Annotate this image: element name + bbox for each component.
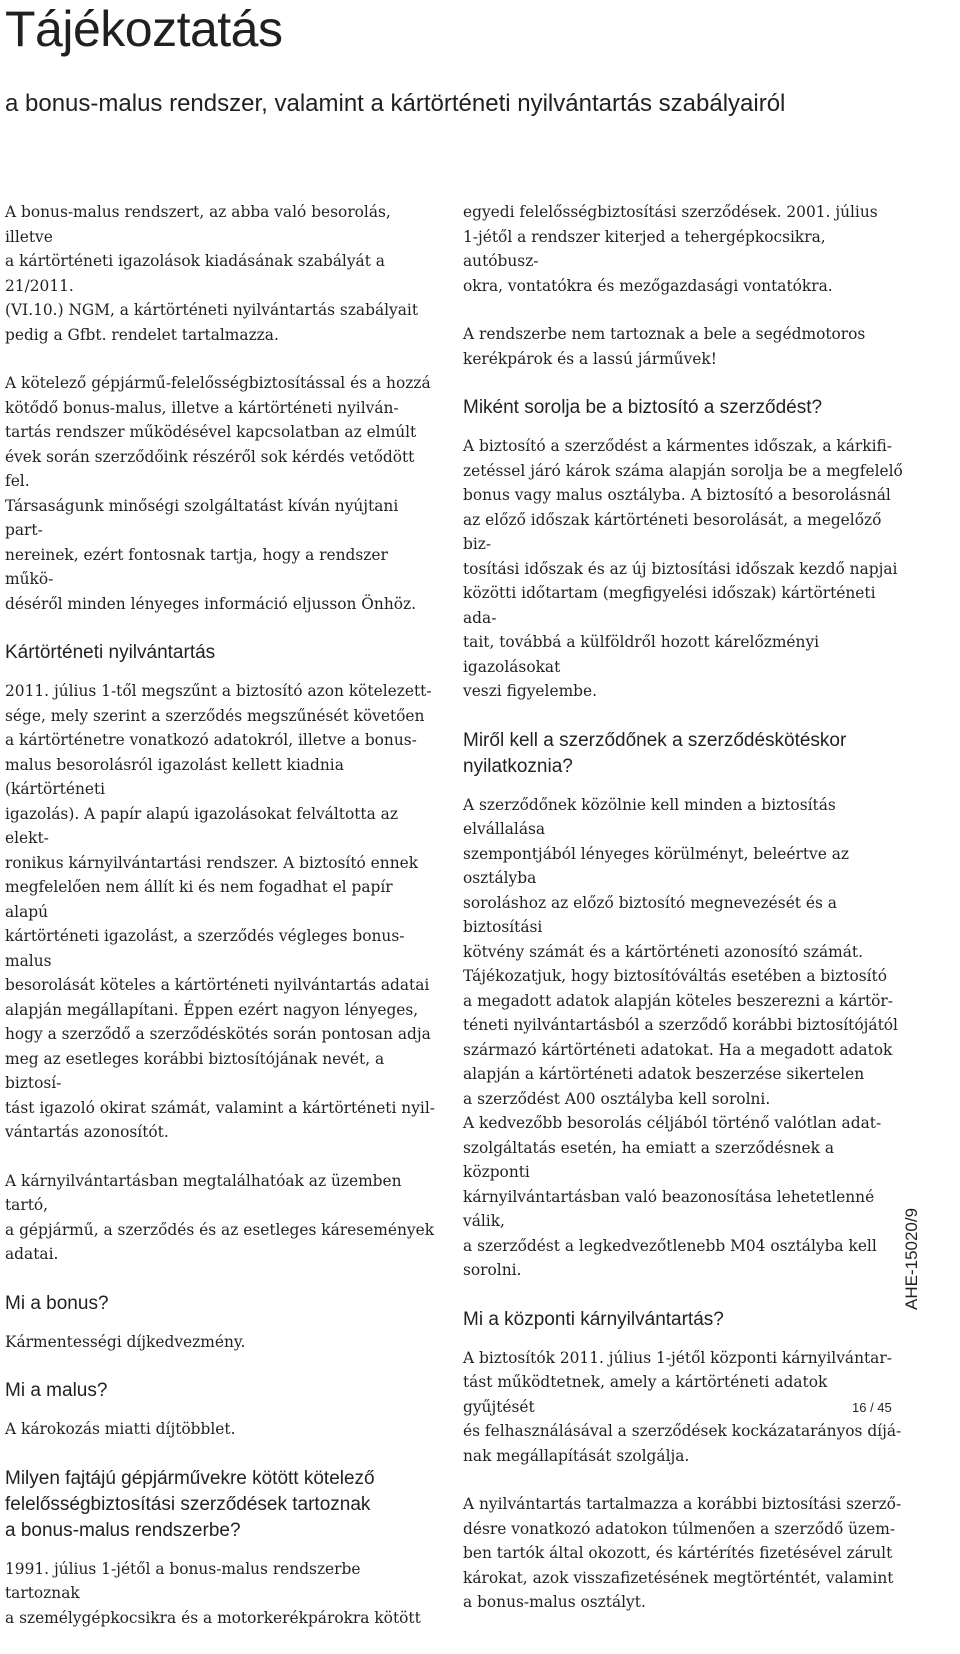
- page-number: 16 / 45: [852, 1400, 892, 1415]
- document-code: AHE-15020/9: [902, 1207, 921, 1310]
- intro-paragraph: A bonus-malus rendszert, az abba való besorolás, illetve a kártörténeti igazolások kiadásának szabályát a 21/2011. (VI.10.) NGM, a kártörténeti nyilvántartás szabályait pedig a Gfbt. rendelet tartalmazza.: [5, 203, 419, 344]
- body-paragraph: A kárnyilvántartásban megtalálhatóak az üzemben tartó, a gépjármű, a szerződés és az esetleges káresemények adatai.: [5, 1171, 435, 1263]
- body-paragraph: A rendszerbe nem tartoznak a bele a segédmotoros kerékpárok és a lassú járművek!: [463, 325, 866, 368]
- right-column: [463, 200, 903, 1639]
- section-heading: Kártörténeti nyilvántartás: [5, 642, 216, 663]
- page-title: Tájékoztatás: [5, 1, 283, 57]
- body-paragraph: A szerződőnek közölnie kell minden a biztosítás elvállalása szempontjából lényeges körülményt, beleértve az osztályba soroláshoz az előző biztosító megnevezését és a biztosítási kötvény számát és a kártörténeti azonosító számát. Tájékozatjuk, hogy biztosítóváltás esetében a biztosító a megadott adatok alapján köteles beszerezni a kártör- téneti nyilvántartásból a szerződő korábbi biztosítójától származó kártörténeti adatokat. Ha a megadott adatok alapján a kártörténeti adatok beszerzése sikertelen a szerződést A00 osztályba kell sorolni. A kedvezőbb besorolás céljából történő valótlan adat- szolgáltatás esetén, ha emiatt a szerződésnek a központi kárnyilvántartásban való beazonosítása lehetetlenné válik, a szerződést a legkedvezőtlenebb M04 osztályba kell sorolni.: [463, 795, 898, 1279]
- body-paragraph: 2011. július 1-től megszűnt a biztosító azon kötelezett- sége, mely szerint a szerződés megszűnését követően a kártörténetre vonatkozó adatokról, illetve a bonus- malus besorolásról igazolást kellett kiadnia (kártörténeti igazolás). A papír alapú igazolásokat felváltotta az elekt- ronikus kárnyilvántartási rendszer. A biztosító ennek megfelelően nem állít ki és nem fogadhat el papír alapú kártörténeti igazolást, a szerződés végleges bonus-malus besorolását köteles a kártörténeti nyilvántartás adatai alapján megállapítani. Éppen ezért nagyon lényeges, hogy a szerződő a szerződéskötés során pontosan adja meg az esetleges korábbi biztosítójának nevét, a biztosí- tást igazoló okirat számát, valamint a kártörténeti nyil- vántartás azonosítót.: [5, 682, 435, 1141]
- section-heading: Milyen fajtájú gépjárművekre kötött kötelező felelősségbiztosítási szerződések tartoznak a bonus-malus rendszerbe?: [5, 1467, 375, 1541]
- section-heading: Miről kell a szerződőnek a szerződéskötéskor nyilatkoznia?: [463, 729, 847, 777]
- section-heading: Miként sorolja be a biztosító a szerződést?: [463, 397, 823, 418]
- section-heading: Mi a malus?: [5, 1380, 108, 1401]
- left-column: [5, 200, 435, 1654]
- body-paragraph: A biztosítók 2011. július 1-jétől központi kárnyilvántar- tást működtetnek, amely a kártörténeti adatok gyűjtését és felhasználásával a szerződések kockázatarányos díjá- nak megállapítását szolgálja.: [463, 1348, 902, 1465]
- page-subtitle: a bonus-malus rendszer, valamint a kártörténeti nyilvántartás szabályairól: [5, 90, 786, 117]
- body-paragraph: Kármentességi díjkedvezmény.: [5, 1332, 246, 1351]
- body-paragraph: A biztosító a szerződést a kármentes időszak, a kárkifi- zetéssel járó károk száma alapján sorolja be a megfelelő bonus vagy malus osztályba. A biztosító a besorolásnál az előző időszak kártörténeti besorolását, a megelőző biz- tosítási időszak és az új biztosítási időszak kezdő napjai közötti időtartam (megfigyelési időszak) kártörténeti ada- tait, továbbá a külföldről hozott kárelőzményi igazolásokat veszi figyelembe.: [463, 437, 903, 700]
- section-heading: Mi a bonus?: [5, 1292, 109, 1314]
- body-paragraph: A kötelező gépjármű-felelősségbiztosítással és a hozzá kötődő bonus-malus, illetve a kártörténeti nyilván- tartás rendszer működésével kapcsolatban az elmúlt évek során szerződőink részéről sok kérdés vetődött fel. Társaságunk minőségi szolgáltatást kíván nyújtani part- nereinek, ezért fontosnak tartja, hogy a rendszer műkö- déséről minden lényeges információ eljusson Önhöz.: [5, 374, 431, 613]
- body-paragraph: A nyilvántartás tartalmazza a korábbi biztosítási szerző- désre vonatkozó adatokon túlmenően a szerződő üzem- ben tartók által okozott, és kártérítés fizetésével zárult károkat, azok visszafizetésének megtörténtét, valamint a bonus-malus osztályt.: [463, 1495, 902, 1611]
- body-paragraph: egyedi felelősségbiztosítási szerződések. 2001. július 1-jétől a rendszer kiterjed a tehergépkocsikra, autóbusz- okra, vontatókra és mezőgazdasági vontatókra.: [463, 203, 878, 295]
- body-paragraph: 1991. július 1-jétől a bonus-malus rendszerbe tartoznak a személygépkocsikra és a motorkerékpárokra kötött: [5, 1559, 421, 1627]
- section-heading: Mi a központi kárnyilvántartás?: [463, 1308, 724, 1330]
- body-paragraph: A károkozás miatti díjtöbblet.: [5, 1420, 236, 1438]
